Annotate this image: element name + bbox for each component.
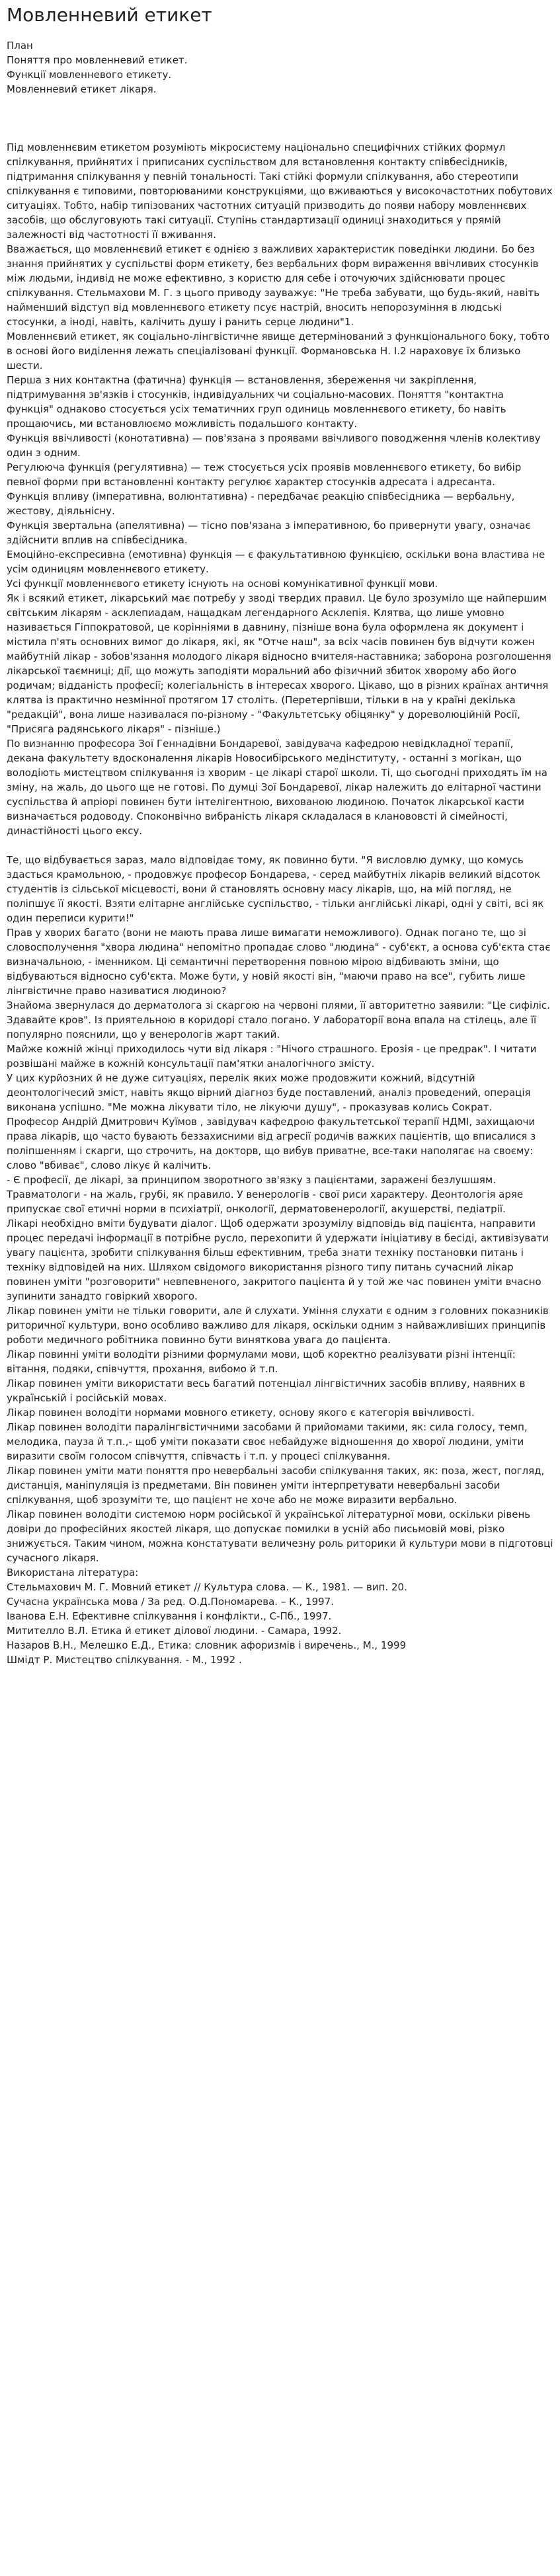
paragraph: По визнанню професора Зої Геннадівни Бондаревої, завідувача кафедрою невідкладної терапії, декана факультету вдосконалення лікарів Новосибірського медінституту, - останні з могікан, що володіють мистецтвом спілкування із хворим - це лікарі старої школи. Ті, що сьогодні приходять їм на зміну, на жаль, до цього ще не готові. По думці Зої Бондаревої, лікар належить до елітарної частини суспільства й апріорі повинен бути інтелігентною, вихованою людиною. Початок лікарської касти визначається родоводу. Споконвічно вибраність лікаря складалася в кланововсті й сімейності, династійності цього ексу. [7,738,547,837]
paragraph: Лікар повинен уміти мати поняття про невербальні засоби спілкування таких, як: поза, жест, погляд, дистанція, маніпуляція із предметами. Він повинен уміти інтерпретувати невербальні засоби спілкування, щоб зрозуміти те, що пацієнт не хоче або не може виразити вербально. [7,1465,545,1506]
reference-item: Митителло В.Л. Етика й етикет ділової людини. - Самара, 1992. [7,1625,342,1637]
reference-item: Стельмахович М. Г. Мовний етикет // Культура слова. — К., 1981. — вип. 20. [7,1581,407,1593]
plan-item: Функції мовленневого етикету. [7,69,172,81]
paragraph: Знайома звернулася до дерматолога зі скаргою на червоні плями, її авторитетно заявили: "Це сифіліс. Здавайте кров". Із приятельною в коридорі стало погано. У лабораторії вона впала на стілець, але її популярно пояснили, що у венерологів жарт такий. [7,999,550,1040]
paragraph: - Є професії, де лікарі, за принципом зворотного зв'язку з пацієнтами, заражені безлушшям. Травматологи - на жаль, грубі, як правило. У венерологів - свої риси характеру. Деонтологія аряе припускає свої етичні норми в психіатрії, онкології, дерматовенерології, акушерстві, педіатрії. [7,1174,524,1215]
references-section [7,1565,553,1667]
document-page [0,4,560,1667]
paragraph: Регулююча функція (регулятивна) — теж стосується усіх проявів мовленнєвого етикету, бо вибір певної форми при встановленні контакту регулює характер стосунків адресата і адресанта. [7,461,522,488]
plan-item: Поняття про мовленневий етикет. [7,54,188,66]
plan-item: Мовленневий етикет лікаря. [7,83,157,95]
paragraph: Як і всякий етикет, лікарський має потребу у зводі твердих правил. Це було зрозуміло ще найпершим світським лікарям - асклепиадам, нащадкам легендарного Асклепія. Клятва, що лише умовно називається Гіппократовой, це корінніями в давнину, пізніше вона була оформлена як документ і містила п'ять основних вимог до лікаря, які, як "Отче наш", за всіх часів повинен був відчути кожен майбутній лікар - зобов'язання молодого лікаря відносно вчителя-наставника; заборона розголошення лікарської таємниці; дії, що можуть заподіяти моральний або фізичний збиток хворому або його родичам; відданість професії; колегіальність в інтересах хворого. Цікаво, що в різних країнах античня клятва із практично незмінної протягом 17 століть. (Перетерпівши, тільки в на у країні декілька "редакцій", вона лише називалася по-різному - "Факультетську обіцянку" у дореволюційній Росії, "Присяга радянського лікаря" - пізніше.) [7,592,551,735]
reference-item: Сучасна українська мова / За ред. О.Д.Пономарева. – К., 1997. [7,1596,334,1608]
paragraph: Функція впливу (імперативна, волюнтативна) - передбачає реакцію співбесідника — вербальну, жестову, діяльнісну. [7,490,515,517]
paragraph: Перша з них контактна (фатична) функція — встановлення, збереження чи закріплення, підтримування зв'язків і стосунків, індивідуальних чи соціально-масових. Поняття "контактна функція" однаково стосується усіх тематичних груп одиниць мовленнєвого етикету, бо навіть прощаючись, ми встановлюємо можливість подальшого контакту. [7,374,506,430]
paragraph: Лікар повинні уміти володіти різними формулами мови, щоб коректно реалізувати різні інтенції: вітання, подяки, співчуття, прохання, вибомо й т.п. [7,1348,516,1375]
paragraph: Лікар повинен володіти паралінгвістичними засобами й прийомами такими, як: сила голосу, темп, мелодика, пауза й т.п.,- щоб уміти показати своє небайдуже відношення до хворої людини, уміти виразити своїм голосом співчуття, співчасть і т.п. у процесі спілкування. [7,1421,528,1462]
plan-heading: План [7,40,33,52]
paragraph: Лікарі необхідно вміти будувати діалог. Щоб одержати зрозумілу відповідь від пацієнта, направити процес передачі інформації в потрібне русло, перехопити й удержати ініціативу в бесіді, активізувати увагу пацієнта, зробити спілкування більш ефективним, треба знати техніку постановки питань і техніку відповідей на них. Шляхом свідомого використання різного типу питань сучасний лікар повинен уміти "розговорити" невпевненого, закритого пацієнта й у той же час повинен уміти вчасно зупинити занадто говіркий хворого. [7,1218,549,1302]
plan-section [7,38,553,97]
references-heading: Використана література: [7,1567,139,1579]
page-title: Мовленневий етикет [7,4,212,26]
paragraph: Функція звертальна (апелятивна) — тісно пов'язана з імперативною, бо привернути увагу, означає здійснити вплив на співбесідника. [7,520,531,546]
paragraph: Професор Андрій Дмитрович Куїмов , завідувач кафедрою факультетської терапії НДМІ, захищаючи права лікарів, що часто бувають беззахисними від агресії родичів важких пацієнтів, що вписалися з поліпшенням і скарги, що строчить, на докторв, що вибув приватне, все-таки наполягає на своєму: слово "вбиває", слово лікує й калічить. [7,1116,536,1171]
paragraph: Лікар повинен володіти нормами мовного етикету, основу якого є категорія ввічливості. [7,1407,475,1419]
paragraph: Те, що відбувається зараз, мало відповідає тому, як повинно бути. "Я висловлю думку, що комусь здасться крамольною, - продовжує професор Бондарева, - серед майбутніх лікарів великий відсоток студентів із сільської місцевості, вони й становлять основну масу лікарів, що, на мій погляд, не поліпшує її якості. Взяти елітарне англійське суспільство, - тільки англійські лікарі, одні у світі, всі як один переписи курити!" [7,854,544,924]
reference-item: Шмідт Р. Мистецтво спілкування. - М., 1992 . [7,1654,242,1666]
paragraph: Лікар повинен уміти не тільки говорити, але й слухати. Уміння слухати є одним з головних показників риторичної культури, воно особливо важливо для лікаря, оскільки одним з найважливіших принципів роботи медичного робітника повинно бути винятковa увага до пацієнта. [7,1305,549,1346]
paragraph: У цих курйозних й не дуже ситуаціях, перелік яких може продовжити кожний, відсутній деонтологічесий зміст, навіть якщо вірний діагноз буде поставлений, аналіз проведений, операція виконана успішно. "Ме можна лікувати тіло, не лікуючи душу", - проказував колись Сократ. [7,1072,531,1113]
paragraph: Мовленнєвий етикет, як соціально-лінгвістичне явище детермінований з функціонального боку, тобто в основі його виділення лежать спеціалізовані функції. Формановська Н. І.2 нараховує їх близько шести. [7,331,550,371]
paragraph: Усі функції мовленнєвого етикету існують на основі комунікативної функції мови. [7,578,438,590]
paragraph: Прав у хворих багато (вони не мають права лише вимагати неможливого). Однак погано те, що зі словосполучення "хвора людина" непомітно пропадає слово "людина" - суб'єкт, а основа суб'єкта стає визначальною, - іменником. Ці семантичні перетворення повною мірою відбивають зміни, що відбуваються відносно суб'єкта. Може бути, у новій якості він, "маючи право на все", губить лише лінгвістичне право називатися людиною? [7,927,551,997]
paragraph: Лікар повинен володіти системою норм російської й української літературної мови, оскільки рівень довіри до професійних якостей лікаря, що допускає помилки в усній або письмовій мові, різко знижується. Таким чином, можна констатувати величезну роль риторики й культури мови в підготовці сучасного лікаря. [7,1508,553,1564]
paragraph: Під мовленнєвим етикетом розуміють мікросистему національно специфічних стійких формул спілкування, прийнятих і приписаних суспільством для встановлення контакту співбесідників, підтримання спілкування у певній тональності. Такі стійкі формули спілкування, або стереотипи спілкування є типовими, повторюваними конструкціями, що вживаються у високочастотних побутових ситуаціях. Тобто, набір типізованих частотних ситуацій призводить до появи набору мовленнєвих засобів, що обслуговують такі ситуації. Ступінь стандартизації одиниці знаходиться у прямій залежності від частотності її вживання. [7,141,553,241]
paragraph: Функція ввічливості (конотативна) — пов'язана з проявами ввічливого поводження членів колективу один з одним. [7,432,541,459]
body-text [7,140,553,1565]
reference-item: Назаров В.Н., Мелешко Е.Д., Етика: словник афоризмів і виречень., М., 1999 [7,1639,407,1651]
paragraph: Вважається, що мовленнєвий етикет є однією з важливих характеристик поведінки людини. Бо без знання прийнятих у суспільстві форм етикету, без вербальних форм вираження ввічливих стосунків між людьми, індивід не може ефективно, з користю для себе і оточуючих здійснювати процес спілкування. Стельмахови М. Г. з цього приводу зауважує: "Не треба забувати, що будь-який, навіть найменший відступ від мовленнєвого етикету псує настрій, вносить непорозуміння в людські стосунки, а іноді, навіть, калічить душу і ранить серце людини"1. [7,243,540,328]
paragraph: Майже кожній жінці приходилось чути від лікаря : "Нічого страшного. Ерозія - це предрак". І читати розвішані майже в кожній консультації пам'ятки аналогічного змісту. [7,1043,537,1070]
reference-item: Іванова Е.Н. Ефективне спілкування і конфлікти., С-Пб., 1997. [7,1610,332,1622]
paragraph: Емоційно-експресивна (емотивна) функція — є факультативною функцією, оскільки вона властива не усім одиницям мовленнєвого етикету. [7,549,545,575]
paragraph: Лікар повинен уміти використати весь багатий потенціал лінгвістичних засобів впливу, наявних в українській і російській мовах. [7,1378,526,1404]
